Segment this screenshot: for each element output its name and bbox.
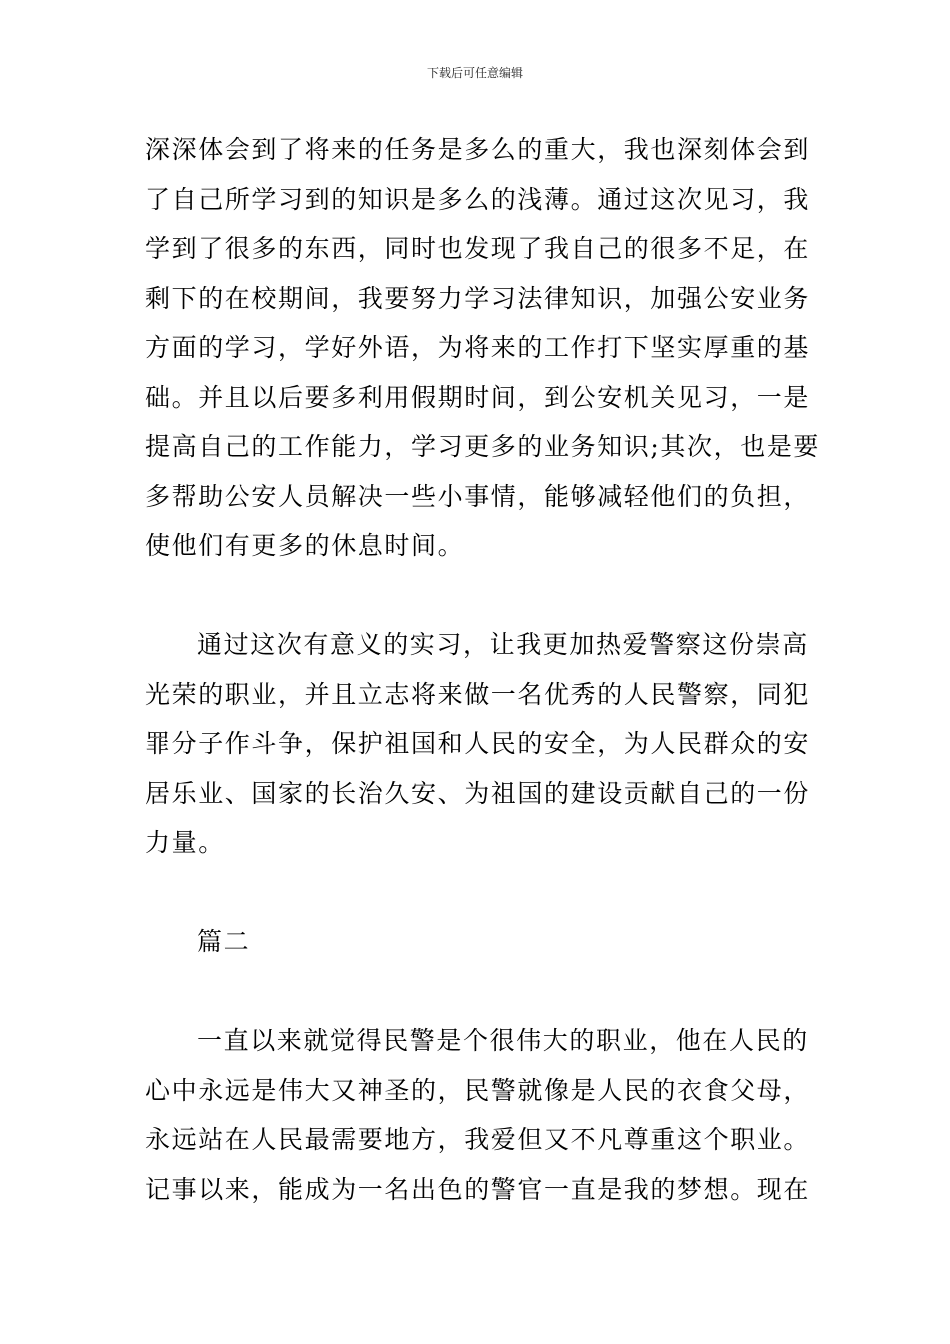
page-header: 下载后可任意编辑 [426,66,523,80]
text-line: 罪分子作斗争，保护祖国和人民的安全，为人民群众的安 [145,729,811,758]
paragraph [145,1016,811,1214]
paragraph-gap [145,868,807,918]
paragraph-gap [145,967,807,1017]
text-line: 永远站在人民最需要地方，我爱但又不凡尊重这个职业。 [145,1125,811,1154]
text-line: 光荣的职业，并且立志将来做一名优秀的人民警察，同犯 [145,679,811,709]
text-line: 使他们有更多的休息时间。 [145,531,465,560]
text-line: 剩下的在校期间，我要努力学习法律知识，加强公安业务 [145,283,811,313]
paragraph-gap [145,571,807,621]
paragraph [145,125,821,571]
text-line: 础。并且以后要多利用假期时间，到公安机关见习，一是 [145,382,811,412]
text-line: 方面的学习，学好外语，为将来的工作打下坚实厚重的基 [145,333,811,362]
text-line: 通过这次有意义的实习，让我更加热爱警察这份崇高 [197,630,809,659]
text-line: 力量。 [145,828,225,857]
text-line: 居乐业、国家的长治久安、为祖国的建设贡献自己的一份 [145,778,811,808]
section-title: 篇二 [197,927,251,956]
document-body [145,125,821,1214]
text-line: 提高自己的工作能力，学习更多的业务知识;其次，也是要 [145,432,821,461]
text-line: 记事以来，能成为一名出色的警官一直是我的梦想。现在 [145,1174,811,1204]
text-line: 多帮助公安人员解决一些小事情，能够减轻他们的负担， [145,481,811,511]
text-line: 深深体会到了将来的任务是多么的重大，我也深刻体会到 [145,135,811,164]
text-line: 了自己所学习到的知识是多么的浅薄。通过这次见习，我 [145,184,811,214]
text-line: 心中永远是伟大又神圣的，民警就像是人民的衣食父母， [145,1075,811,1105]
paragraph [145,620,811,868]
section-heading [145,917,807,967]
text-line: 学到了很多的东西，同时也发现了我自己的很多不足，在 [145,234,811,263]
text-line: 一直以来就觉得民警是个很伟大的职业，他在人民的 [197,1026,809,1055]
